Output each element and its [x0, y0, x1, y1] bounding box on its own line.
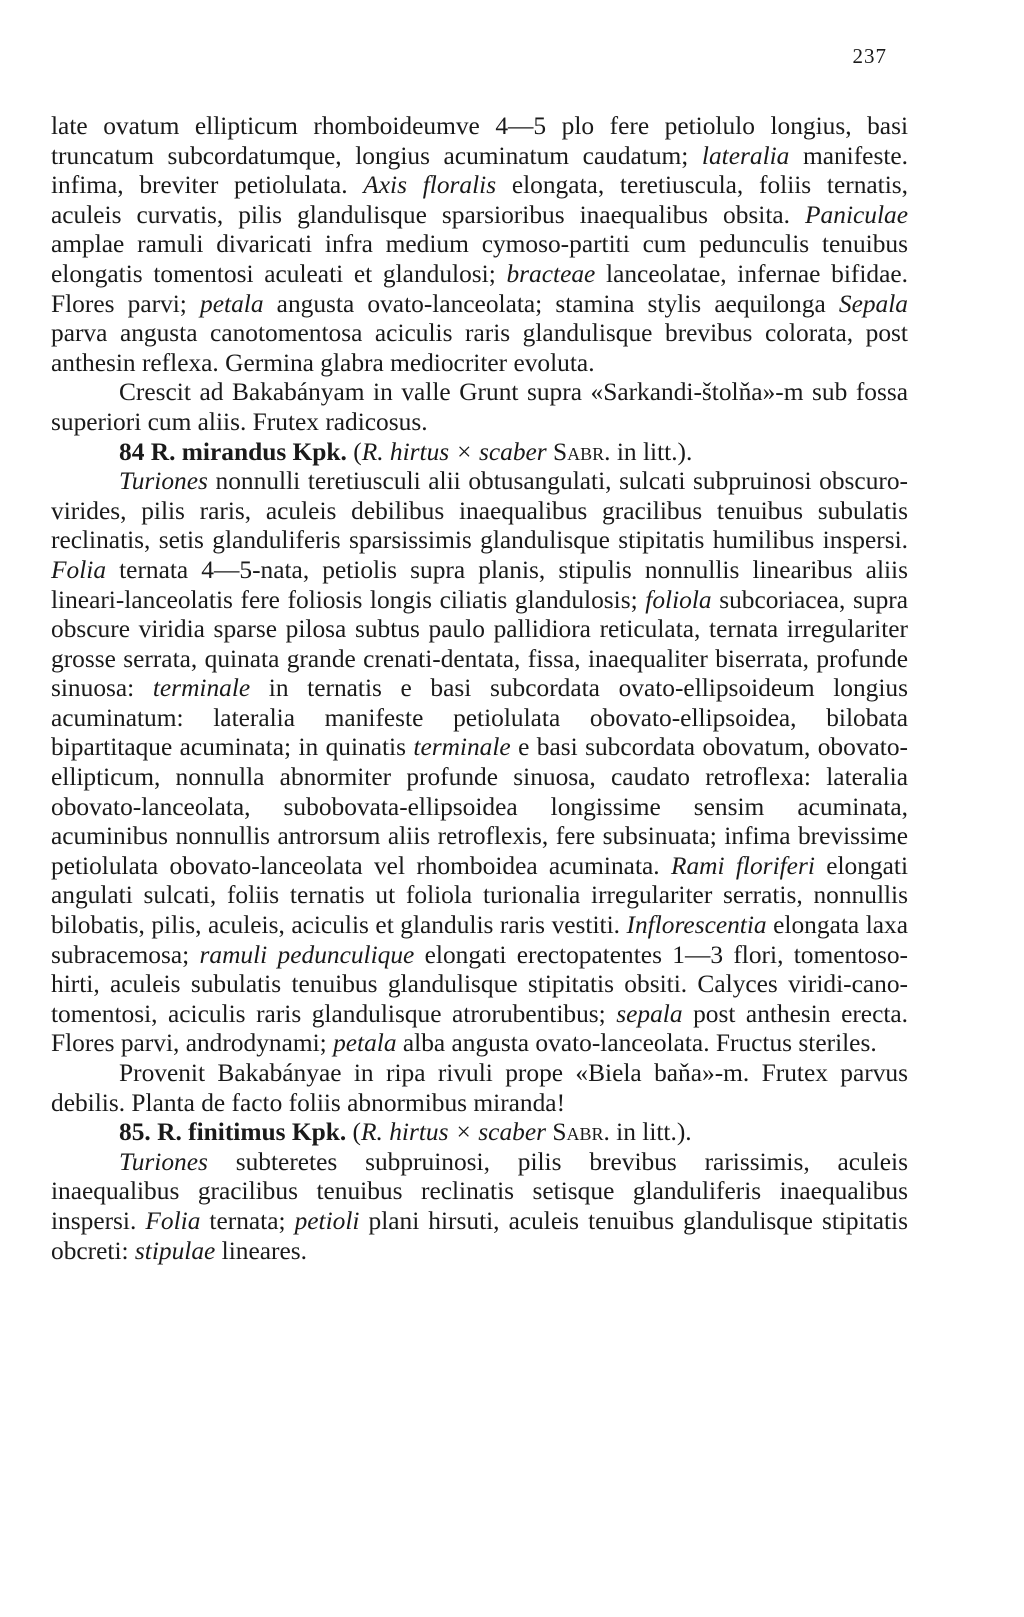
text-run: angusta ovato-lanceolata; stamina stylis aequilonga: [263, 289, 839, 318]
italic-term: ramuli pedunculique: [199, 940, 415, 969]
paragraph-description-85: [51, 1148, 908, 1266]
main-text: [51, 112, 908, 1266]
paragraph-description-84: [51, 467, 908, 1059]
text-run: in ternatis e basi subcordata ovato-ellipsoideum longius acuminatum: lateralia manifeste petiolulata obovato-ellipsoidea, bilobata bipartitaque acuminata; in quinatis: [51, 674, 908, 762]
text-run: elongati erectopatentes 1—3 flori, tomentoso-hirti, aculeis subulatis tenuibus glandulisque stipitatis obsiti. Calyces viridi-cano-tomentosi, aciculis raris glandulisque atrorubentibus;: [51, 940, 908, 1028]
italic-term: sepala: [616, 999, 683, 1028]
text-run: nonnulli teretiusculi alii obtusangulati, sulcati subpruinosi obscuro-virides, pilis raris, aculeis debilibus inaequalibus gracilibus tenuibus subulatis reclinatis, setis glanduliferis sparsissimis glandulisque stipitatis humilibus inspersi.: [51, 467, 908, 555]
paragraph-locality-84: Provenit Bakabányae in ripa rivuli prope «Biela baňa»-m. Frutex parvus debilis. Planta de facto foliis abnormibus miranda!: [51, 1059, 908, 1117]
italic-term: Turiones: [119, 1147, 208, 1176]
text-run: (: [346, 1118, 361, 1147]
paragraph-locality-83: Crescit ad Bakabányam in valle Grunt supra «Sarkandi-štolňa»-m sub fossa superiori cum aliis. Frutex radicosus.: [51, 378, 908, 436]
text-run: subcoriacea, supra obscure viridia sparse pilosa subtus paulo pallidiora reticulata, ternata irregulariter grosse serrata, quinata grande crenati-dentata, fissa, inaequaliter biserrata, profunde sinuosa:: [51, 585, 908, 703]
hybrid-formula: R. hirtus × scaber: [361, 437, 547, 466]
italic-term: Paniculae: [805, 200, 908, 229]
species-number: 84: [119, 437, 145, 466]
italic-term: petala: [200, 289, 264, 318]
text-run: lanceolatae, infernae bifidae. Flores parvi;: [51, 259, 908, 318]
text-run: alba angusta ovato-lanceolata. Fructus steriles.: [396, 1029, 877, 1058]
italic-term: lateralia: [701, 141, 790, 170]
italic-term: Inflorescentia: [626, 911, 767, 940]
text-run: ternata;: [200, 1206, 295, 1235]
text-run: in litt.).: [610, 437, 693, 466]
text-run: late ovatum ellipticum rhomboideumve 4—5 plo fere petiolulo longius, basi truncatum subcordatumque, longius acuminatum caudatum;: [51, 112, 908, 170]
italic-term: Folia: [145, 1206, 201, 1235]
text-run: elongati angulati sulcati, foliis ternatis ut foliola turionalia irregulariter serratis, nonnullis bilobatis, pilis, aculeis, aciculis et glandulis raris vestiti.: [51, 851, 909, 940]
species-heading-84: [51, 438, 908, 468]
italic-term: bracteae: [506, 259, 596, 288]
text-run: e basi subcordata obovatum, obovato-ellipticum, nonnulla abnormiter profunde sinuosa, caudato retroflexa: lateralia obovato-lanceolata, subobovata-ellipsoidea longissime sensim acuminata, acuminibus nonnullis antrorsum aliis retroflexis, fere subsinuata; infima brevissime petiolulata obovato-lanceolata vel rhomboidea acuminata.: [51, 733, 908, 880]
text-run: parva angusta canotomentosa aciculis raris glandulisque brevibus colorata, post anthesin reflexa. Germina glabra mediocriter evoluta.: [51, 319, 908, 377]
author-name: Sabr.: [546, 1118, 610, 1147]
italic-term: Folia: [51, 555, 107, 584]
text-run: amplae ramuli divaricati infra medium cymoso-partiti cum pedunculis tenuibus elongatis tomentosi aculeati et glandulosi;: [51, 230, 908, 288]
species-name: R. finitimus Kpk.: [157, 1118, 347, 1147]
text-run: subteretes subpruinosi, pilis brevibus rarissimis, aculeis inaequalibus gracilibus tenuibus reclinatis setisque glanduliferis inaequalibus inspersi.: [51, 1147, 908, 1235]
text-run: (: [346, 437, 362, 466]
italic-term: Axis floralis: [363, 171, 497, 200]
italic-term: petala: [333, 1029, 397, 1058]
italic-term: stipulae: [134, 1236, 216, 1265]
italic-term: petioli: [294, 1206, 360, 1235]
text-run: in litt.).: [609, 1118, 692, 1147]
italic-term: terminale: [152, 674, 251, 703]
text-run: plani hirsuti, aculeis tenuibus glandulisque stipitatis obcreti:: [51, 1206, 908, 1265]
text-run: post anthesin erecta. Flores parvi, androdynami;: [51, 999, 909, 1058]
species-heading-85: [51, 1118, 908, 1148]
author-name: Sabr.: [546, 437, 611, 466]
text-run: manifeste. infima, breviter petiolulata.: [51, 141, 908, 200]
italic-term: Rami floriferi: [670, 851, 815, 880]
text-run: lineares.: [215, 1236, 307, 1265]
paragraph-description-continued: [51, 112, 908, 378]
text-run: ternata 4—5-nata, petiolis supra planis, stipulis nonnullis linearibus aliis lineari-lanceolatis fere foliosis longis ciliatis glandulosis;: [51, 555, 908, 614]
italic-term: foliola: [645, 585, 712, 614]
species-number: 85.: [119, 1118, 151, 1147]
text-run: elongata laxa subracemosa;: [51, 911, 908, 969]
page-number: 237: [852, 44, 887, 68]
italic-term: Turiones: [119, 467, 208, 496]
hybrid-formula: R. hirtus × scaber: [361, 1118, 546, 1147]
species-name: R. mirandus Kpk.: [150, 437, 347, 466]
italic-term: terminale: [413, 733, 511, 762]
text-run: elongata, teretiuscula, foliis ternatis, aculeis curvatis, pilis glandulisque sparsioribus inaequalibus obsita.: [51, 171, 908, 229]
italic-term: Sepala: [838, 289, 908, 318]
